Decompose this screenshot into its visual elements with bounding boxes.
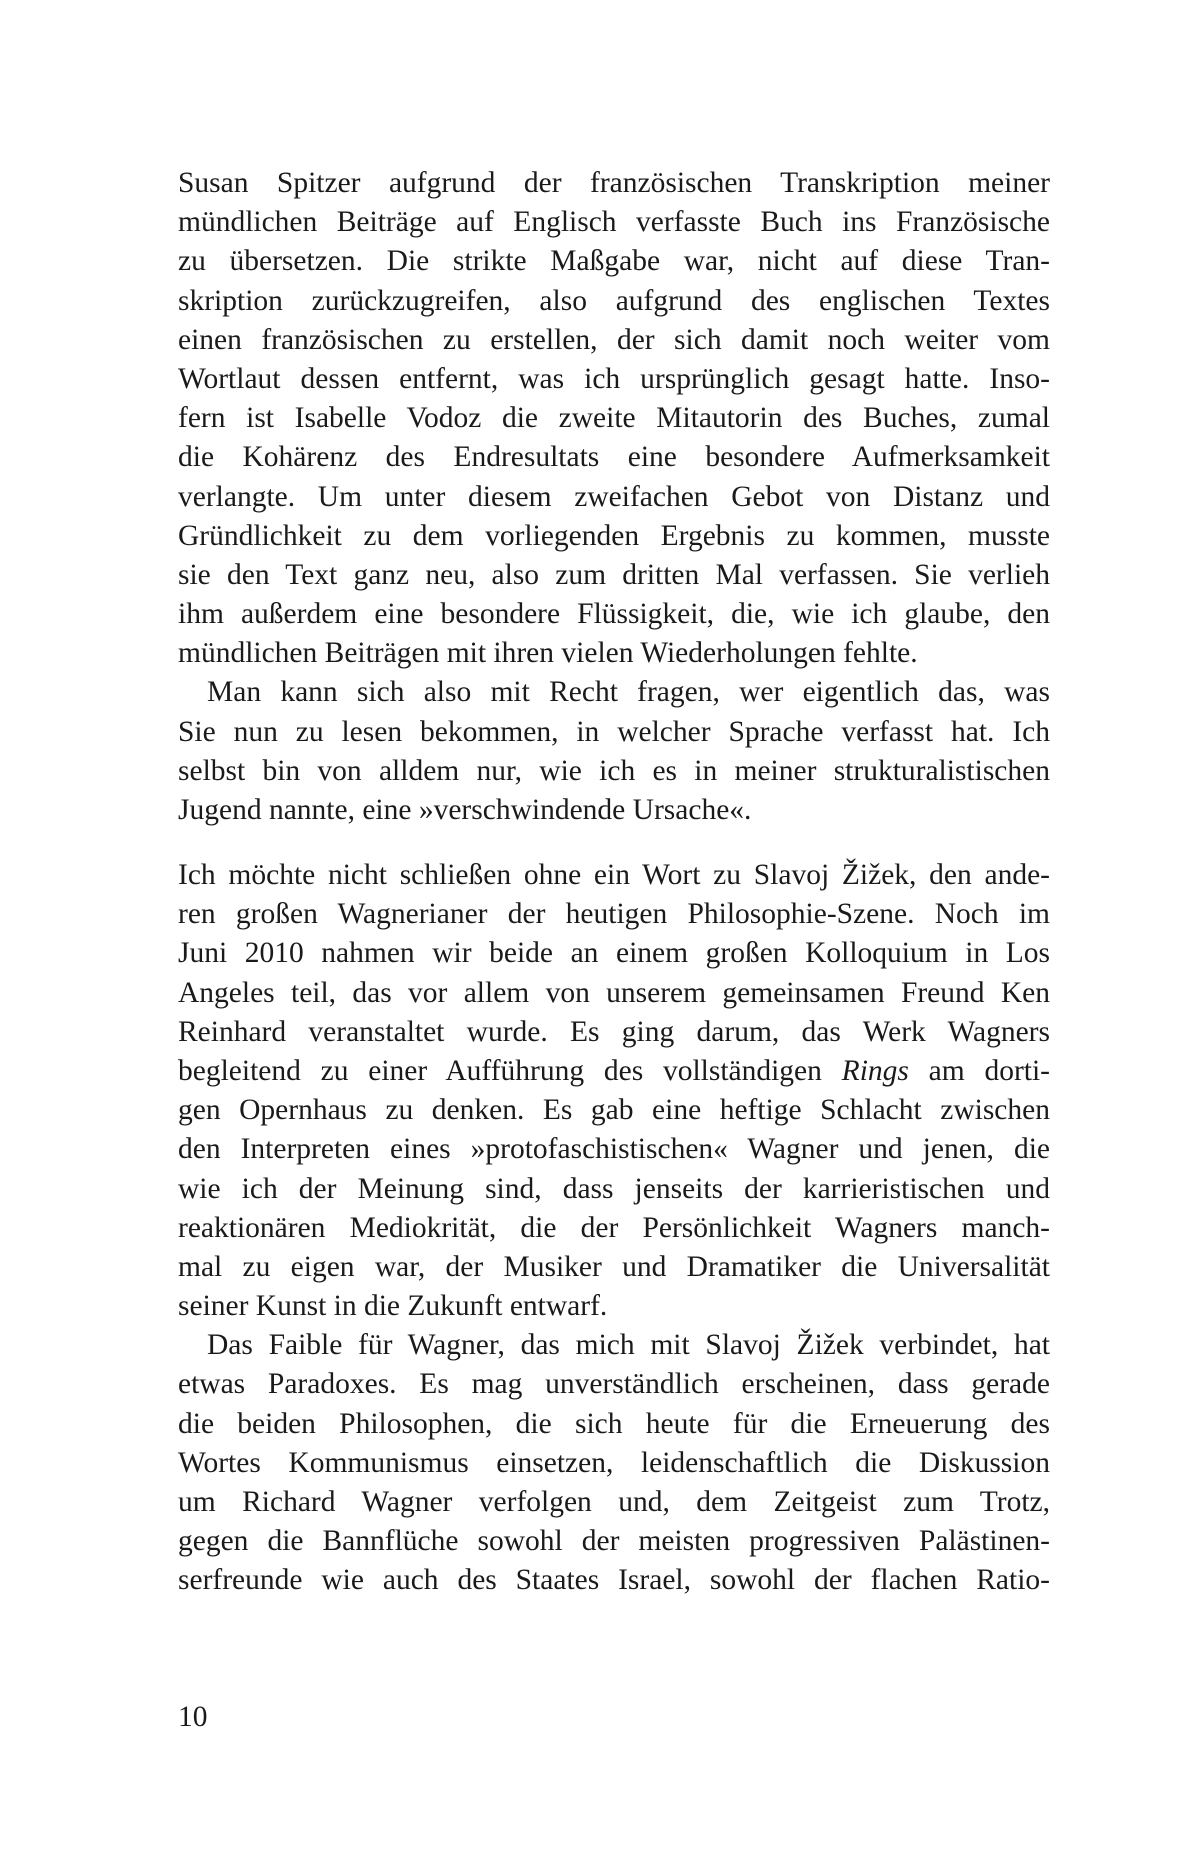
text-run: begleitend zu einer Aufführung des vollständigen: [178, 1054, 842, 1087]
text-section-1: [178, 164, 1050, 830]
text-line: reaktionären Mediokrität, die der Persönlichkeit Wagners manch-: [178, 1211, 1050, 1244]
text-line: um Richard Wagner verfolgen und, dem Zeitgeist zum Trotz,: [178, 1486, 1050, 1518]
text-line: sie den Text ganz neu, also zum dritten Mal verfassen. Sie verlieh: [178, 558, 1050, 591]
text-line: Susan Spitzer aufgrund der französischen Transkription meiner: [178, 167, 1050, 199]
text-line: Sie nun zu lesen bekommen, in welcher Sprache verfasst hat. Ich: [178, 715, 1050, 748]
text-line-with-italic: [178, 1052, 1050, 1091]
paragraph: [178, 673, 1050, 830]
text-line: Jugend nannte, eine »verschwindende Ursache«.: [178, 794, 752, 826]
text-line: selbst bin von alldem nur, wie ich es in meiner strukturalistischen: [178, 754, 1050, 787]
text-section-2: [178, 856, 1050, 1601]
text-line: verlangte. Um unter diesem zweifachen Gebot von Distanz und: [178, 480, 1050, 513]
paragraph: [178, 164, 1050, 673]
text-line: ren großen Wagnerianer der heutigen Philosophie-Szene. Noch im: [178, 898, 1050, 931]
text-line: mal zu eigen war, der Musiker und Dramatiker die Universalität: [178, 1250, 1050, 1283]
text-line: zu übersetzen. Die strikte Maßgabe war, nicht auf diese Tran-: [178, 245, 1050, 278]
text-line: den Interpreten eines »protofaschistischen« Wagner und jenen, die: [178, 1133, 1050, 1166]
text-line: ihm außerdem eine besondere Flüssigkeit, die, wie ich glaube, den: [178, 598, 1050, 631]
text-line: Man kann sich also mit Recht fragen, wer eigentlich das, was: [207, 676, 1050, 709]
text-line: etwas Paradoxes. Es mag unverständlich erscheinen, dass gerade: [178, 1368, 1050, 1401]
text-run: am dorti-: [908, 1054, 1050, 1087]
page-number: 10: [178, 1701, 208, 1733]
text-line: Wortes Kommunismus einsetzen, leidenschaftlich die Diskussion: [178, 1446, 1050, 1479]
text-line: Juni 2010 nahmen wir beide an einem großen Kolloquium in Los: [178, 937, 1050, 970]
text-line: skription zurückzugreifen, also aufgrund des englischen Textes: [178, 284, 1050, 317]
text-line: mündlichen Beiträgen mit ihren vielen Wiederholungen fehlte.: [178, 637, 918, 670]
text-line: wie ich der Meinung sind, dass jenseits der karrieristischen und: [178, 1172, 1050, 1205]
italic-title: Rings: [841, 1054, 909, 1087]
text-line: gen Opernhaus zu denken. Es gab eine heftige Schlacht zwischen: [178, 1094, 1050, 1127]
text-line: Wortlaut dessen entfernt, was ich ursprünglich gesagt hatte. Inso-: [178, 362, 1050, 395]
text-line: Gründlichkeit zu dem vorliegenden Ergebnis zu kommen, musste: [178, 519, 1050, 552]
text-line: fern ist Isabelle Vodoz die zweite Mitautorin des Buches, zumal: [178, 402, 1050, 435]
paragraph: [178, 856, 1050, 1326]
text-line: die Kohärenz des Endresultats eine besondere Aufmerksamkeit: [178, 441, 1050, 474]
text-line: serfreunde wie auch des Staates Israel, sowohl der flachen Ratio-: [178, 1564, 1050, 1597]
text-line: gegen die Bannflüche sowohl der meisten progressiven Palästinen-: [178, 1525, 1050, 1558]
paragraph: [178, 1326, 1050, 1600]
text-line: mündlichen Beiträge auf Englisch verfasste Buch ins Französische: [178, 206, 1050, 239]
text-line: die beiden Philosophen, die sich heute für die Erneuerung des: [178, 1407, 1050, 1440]
text-line: einen französischen zu erstellen, der sich damit noch weiter vom: [178, 323, 1050, 356]
text-line: Das Faible für Wagner, das mich mit Slavoj Žižek verbindet, hat: [207, 1329, 1050, 1362]
text-line: Reinhard veranstaltet wurde. Es ging darum, das Werk Wagners: [178, 1015, 1050, 1048]
text-line: Angeles teil, das vor allem von unserem gemeinsamen Freund Ken: [178, 976, 1050, 1009]
text-line: Ich möchte nicht schließen ohne ein Wort zu Slavoj Žižek, den ande-: [178, 859, 1050, 891]
text-line: seiner Kunst in die Zukunft entwarf.: [178, 1290, 608, 1323]
